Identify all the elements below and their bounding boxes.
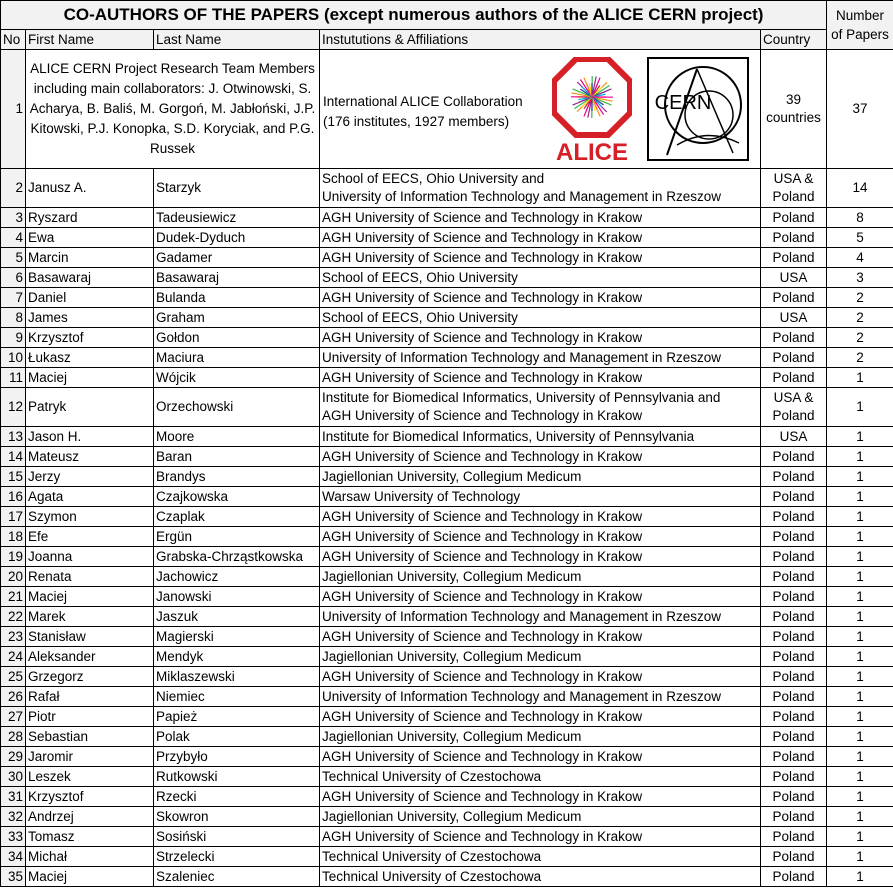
last-name: Czaplak bbox=[154, 507, 320, 527]
first-name: Maciej bbox=[26, 587, 154, 607]
country: Poland bbox=[761, 747, 827, 767]
last-name: Grabska-Chrząstkowska bbox=[154, 547, 320, 567]
country: Poland bbox=[761, 487, 827, 507]
first-name: Marek bbox=[26, 607, 154, 627]
table-row bbox=[1, 388, 893, 427]
table-row bbox=[1, 787, 893, 807]
last-name: Tadeusiewicz bbox=[154, 208, 320, 228]
table-row bbox=[1, 308, 893, 328]
first-name: Ewa bbox=[26, 228, 154, 248]
country bbox=[761, 388, 827, 427]
affiliation-line1: Institute for Biomedical Informatics, University of Pennsylvania and bbox=[322, 390, 721, 405]
country: Poland bbox=[761, 627, 827, 647]
last-name: Polak bbox=[154, 727, 320, 747]
row-number: 2 bbox=[1, 169, 26, 208]
first-name: Maciej bbox=[26, 368, 154, 388]
affiliation: AGH University of Science and Technology in Krakow bbox=[320, 527, 761, 547]
affiliation: University of Information Technology and Management in Rzeszow bbox=[320, 687, 761, 707]
last-name: Ergün bbox=[154, 527, 320, 547]
first-name: Leszek bbox=[26, 767, 154, 787]
country: Poland bbox=[761, 368, 827, 388]
last-name: Orzechowski bbox=[154, 388, 320, 427]
row-number: 21 bbox=[1, 587, 26, 607]
last-name: Papież bbox=[154, 707, 320, 727]
first-name: Agata bbox=[26, 487, 154, 507]
last-name: Skowron bbox=[154, 807, 320, 827]
last-name: Sosiński bbox=[154, 827, 320, 847]
title-row bbox=[1, 1, 893, 30]
table-title: CO-AUTHORS OF THE PAPERS (except numerous authors of the ALICE CERN project) bbox=[1, 1, 827, 30]
table-row bbox=[1, 807, 893, 827]
row-number: 29 bbox=[1, 747, 26, 767]
country: USA bbox=[761, 308, 827, 328]
row-number: 7 bbox=[1, 288, 26, 308]
table-row bbox=[1, 467, 893, 487]
papers-count: 1 bbox=[827, 567, 893, 587]
country-line1: USA & bbox=[773, 390, 814, 405]
table-row bbox=[1, 747, 893, 767]
country-line2: Poland bbox=[772, 408, 815, 423]
row-number: 23 bbox=[1, 627, 26, 647]
table-row bbox=[1, 707, 893, 727]
last-name: Bulanda bbox=[154, 288, 320, 308]
table-row bbox=[1, 667, 893, 687]
no-header: No bbox=[1, 30, 26, 50]
country: Poland bbox=[761, 288, 827, 308]
papers-count: 1 bbox=[827, 607, 893, 627]
cern-logo bbox=[647, 57, 749, 161]
country: Poland bbox=[761, 527, 827, 547]
row-number: 18 bbox=[1, 527, 26, 547]
affiliation bbox=[320, 388, 761, 427]
table-row bbox=[1, 847, 893, 867]
last-name: Jaszuk bbox=[154, 607, 320, 627]
affiliation-line1: School of EECS, Ohio University and bbox=[322, 171, 545, 186]
papers-count: 1 bbox=[827, 647, 893, 667]
country: Poland bbox=[761, 507, 827, 527]
row-number: 17 bbox=[1, 507, 26, 527]
table-row bbox=[1, 328, 893, 348]
last-name: Gołdon bbox=[154, 328, 320, 348]
affiliation: AGH University of Science and Technology in Krakow bbox=[320, 787, 761, 807]
affiliation: AGH University of Science and Technology in Krakow bbox=[320, 228, 761, 248]
papers-count: 1 bbox=[827, 807, 893, 827]
country: Poland bbox=[761, 667, 827, 687]
affiliation: AGH University of Science and Technology in Krakow bbox=[320, 248, 761, 268]
header-row bbox=[1, 30, 893, 50]
alice-team-members: ALICE CERN Project Research Team Members including main collaborators: J. Otwinowski, S. Acharya, B. Baliś, M. Gorgoń, M. Jabłoński, J.P. Kitowski, P.J. Konopka, S.D. Koryciak, and P.G. Russek bbox=[26, 50, 320, 169]
svg-text:ALICE: ALICE bbox=[556, 139, 628, 165]
row-number: 1 bbox=[1, 50, 26, 169]
country-line2: Poland bbox=[772, 189, 815, 204]
row-number: 25 bbox=[1, 667, 26, 687]
papers-count: 1 bbox=[827, 827, 893, 847]
svg-text:CERN: CERN bbox=[654, 92, 712, 114]
affiliation: AGH University of Science and Technology in Krakow bbox=[320, 447, 761, 467]
affiliation: University of Information Technology and Management in Rzeszow bbox=[320, 348, 761, 368]
row-number: 27 bbox=[1, 707, 26, 727]
country: Poland bbox=[761, 607, 827, 627]
affiliation-line2: University of Information Technology and Management in Rzeszow bbox=[322, 189, 721, 204]
table-row bbox=[1, 348, 893, 368]
country: Poland bbox=[761, 587, 827, 607]
affiliation: AGH University of Science and Technology in Krakow bbox=[320, 667, 761, 687]
first-name: Grzegorz bbox=[26, 667, 154, 687]
papers-count: 1 bbox=[827, 547, 893, 567]
alice-logo bbox=[552, 57, 632, 165]
affiliation: Jagiellonian University, Collegium Medicum bbox=[320, 727, 761, 747]
first-name: Piotr bbox=[26, 707, 154, 727]
row-number: 34 bbox=[1, 847, 26, 867]
row-number: 11 bbox=[1, 368, 26, 388]
country: Poland bbox=[761, 348, 827, 368]
affiliation: AGH University of Science and Technology in Krakow bbox=[320, 208, 761, 228]
country-line1: USA & bbox=[773, 171, 814, 186]
country: Poland bbox=[761, 707, 827, 727]
table-row bbox=[1, 547, 893, 567]
first-name: Basawaraj bbox=[26, 268, 154, 288]
alice-row bbox=[1, 50, 893, 169]
first-name: Janusz A. bbox=[26, 169, 154, 208]
affiliation: AGH University of Science and Technology in Krakow bbox=[320, 627, 761, 647]
row-number: 16 bbox=[1, 487, 26, 507]
first-name: Michał bbox=[26, 847, 154, 867]
affiliation: Warsaw University of Technology bbox=[320, 487, 761, 507]
affiliation-header: Instututions & Affiliations bbox=[320, 30, 761, 50]
last-name: Jachowicz bbox=[154, 567, 320, 587]
row-number: 30 bbox=[1, 767, 26, 787]
first-name: Jaromir bbox=[26, 747, 154, 767]
first-name: James bbox=[26, 308, 154, 328]
last-name: Basawaraj bbox=[154, 268, 320, 288]
papers-count: 1 bbox=[827, 527, 893, 547]
affiliation: AGH University of Science and Technology in Krakow bbox=[320, 547, 761, 567]
row-number: 24 bbox=[1, 647, 26, 667]
papers-count: 1 bbox=[827, 707, 893, 727]
country: Poland bbox=[761, 547, 827, 567]
table-row bbox=[1, 447, 893, 467]
row-number: 33 bbox=[1, 827, 26, 847]
first-name: Krzysztof bbox=[26, 787, 154, 807]
affiliation bbox=[320, 169, 761, 208]
country: Poland bbox=[761, 228, 827, 248]
affiliation: AGH University of Science and Technology in Krakow bbox=[320, 587, 761, 607]
table-row bbox=[1, 169, 893, 208]
table-row bbox=[1, 487, 893, 507]
affiliation: School of EECS, Ohio University bbox=[320, 308, 761, 328]
table-row bbox=[1, 427, 893, 447]
last-name: Rutkowski bbox=[154, 767, 320, 787]
last-name: Strzelecki bbox=[154, 847, 320, 867]
country: Poland bbox=[761, 807, 827, 827]
country: Poland bbox=[761, 647, 827, 667]
last-name: Magierski bbox=[154, 627, 320, 647]
papers-count: 1 bbox=[827, 368, 893, 388]
last-name: Gadamer bbox=[154, 248, 320, 268]
first-name: Jerzy bbox=[26, 467, 154, 487]
papers-count: 1 bbox=[827, 507, 893, 527]
last-name: Wójcik bbox=[154, 368, 320, 388]
first-name: Patryk bbox=[26, 388, 154, 427]
papers-count: 3 bbox=[827, 268, 893, 288]
papers-count: 5 bbox=[827, 228, 893, 248]
first-name: Szymon bbox=[26, 507, 154, 527]
papers-count: 14 bbox=[827, 169, 893, 208]
last-name: Starzyk bbox=[154, 169, 320, 208]
country: Poland bbox=[761, 787, 827, 807]
affiliation: Jagiellonian University, Collegium Medicum bbox=[320, 567, 761, 587]
first-name: Ryszard bbox=[26, 208, 154, 228]
affiliation: Technical University of Czestochowa bbox=[320, 867, 761, 887]
alice-affiliation-line2: (176 institutes, 1927 members) bbox=[323, 114, 510, 129]
row-number: 22 bbox=[1, 607, 26, 627]
country: Poland bbox=[761, 687, 827, 707]
first-name: Renata bbox=[26, 567, 154, 587]
country: Poland bbox=[761, 567, 827, 587]
row-number: 8 bbox=[1, 308, 26, 328]
last-name: Przybyło bbox=[154, 747, 320, 767]
papers-count: 1 bbox=[827, 447, 893, 467]
last-name: Baran bbox=[154, 447, 320, 467]
last-name-header: Last Name bbox=[154, 30, 320, 50]
last-name: Rzecki bbox=[154, 787, 320, 807]
last-name: Dudek-Dyduch bbox=[154, 228, 320, 248]
alice-affiliation-line1: International ALICE Collaboration bbox=[323, 94, 523, 109]
table-row bbox=[1, 527, 893, 547]
affiliation: AGH University of Science and Technology in Krakow bbox=[320, 707, 761, 727]
papers-count: 1 bbox=[827, 388, 893, 427]
row-number: 3 bbox=[1, 208, 26, 228]
table-row bbox=[1, 647, 893, 667]
country: Poland bbox=[761, 208, 827, 228]
row-number: 28 bbox=[1, 727, 26, 747]
country: USA bbox=[761, 427, 827, 447]
alice-affiliation-cell bbox=[320, 50, 761, 169]
last-name: Miklaszewski bbox=[154, 667, 320, 687]
first-name: Daniel bbox=[26, 288, 154, 308]
last-name: Moore bbox=[154, 427, 320, 447]
papers-count: 1 bbox=[827, 687, 893, 707]
affiliation: Jagiellonian University, Collegium Medicum bbox=[320, 467, 761, 487]
papers-count: 1 bbox=[827, 487, 893, 507]
row-number: 6 bbox=[1, 268, 26, 288]
affiliation: Jagiellonian University, Collegium Medicum bbox=[320, 807, 761, 827]
first-name: Krzysztof bbox=[26, 328, 154, 348]
affiliation: Technical University of Czestochowa bbox=[320, 767, 761, 787]
papers-count: 1 bbox=[827, 787, 893, 807]
affiliation: Technical University of Czestochowa bbox=[320, 847, 761, 867]
table-row bbox=[1, 208, 893, 228]
table-row bbox=[1, 288, 893, 308]
affiliation: University of Information Technology and Management in Rzeszow bbox=[320, 607, 761, 627]
affiliation: AGH University of Science and Technology in Krakow bbox=[320, 827, 761, 847]
country: Poland bbox=[761, 767, 827, 787]
table-row bbox=[1, 867, 893, 887]
papers-count: 1 bbox=[827, 627, 893, 647]
alice-country: 39 countries bbox=[761, 50, 827, 169]
first-name: Marcin bbox=[26, 248, 154, 268]
papers-count: 2 bbox=[827, 328, 893, 348]
row-number: 9 bbox=[1, 328, 26, 348]
table-row bbox=[1, 587, 893, 607]
country: Poland bbox=[761, 447, 827, 467]
country-header: Country bbox=[761, 30, 827, 50]
first-name: Jason H. bbox=[26, 427, 154, 447]
papers-count: 1 bbox=[827, 767, 893, 787]
table-row bbox=[1, 368, 893, 388]
country: USA bbox=[761, 268, 827, 288]
last-name: Czajkowska bbox=[154, 487, 320, 507]
affiliation: Institute for Biomedical Informatics, University of Pennsylvania bbox=[320, 427, 761, 447]
table-row bbox=[1, 687, 893, 707]
papers-count: 4 bbox=[827, 248, 893, 268]
affiliation: AGH University of Science and Technology in Krakow bbox=[320, 328, 761, 348]
papers-count: 2 bbox=[827, 348, 893, 368]
alice-papers: 37 bbox=[827, 50, 893, 169]
first-name-header: First Name bbox=[26, 30, 154, 50]
row-number: 20 bbox=[1, 567, 26, 587]
row-number: 35 bbox=[1, 867, 26, 887]
affiliation-line2: AGH University of Science and Technology in Krakow bbox=[322, 408, 643, 423]
row-number: 15 bbox=[1, 467, 26, 487]
papers-count: 1 bbox=[827, 847, 893, 867]
last-name: Niemiec bbox=[154, 687, 320, 707]
first-name: Andrzej bbox=[26, 807, 154, 827]
affiliation: AGH University of Science and Technology in Krakow bbox=[320, 747, 761, 767]
first-name: Tomasz bbox=[26, 827, 154, 847]
table-row bbox=[1, 507, 893, 527]
papers-count: 1 bbox=[827, 467, 893, 487]
last-name: Maciura bbox=[154, 348, 320, 368]
papers-count: 1 bbox=[827, 727, 893, 747]
row-number: 14 bbox=[1, 447, 26, 467]
first-name: Łukasz bbox=[26, 348, 154, 368]
alice-affiliation bbox=[323, 92, 553, 132]
first-name: Sebastian bbox=[26, 727, 154, 747]
table-row bbox=[1, 607, 893, 627]
papers-count: 8 bbox=[827, 208, 893, 228]
table-row bbox=[1, 827, 893, 847]
country: Poland bbox=[761, 467, 827, 487]
country: Poland bbox=[761, 847, 827, 867]
papers-count: 1 bbox=[827, 667, 893, 687]
affiliation: Jagiellonian University, Collegium Medicum bbox=[320, 647, 761, 667]
first-name: Aleksander bbox=[26, 647, 154, 667]
first-name: Mateusz bbox=[26, 447, 154, 467]
row-number: 19 bbox=[1, 547, 26, 567]
last-name: Janowski bbox=[154, 587, 320, 607]
affiliation: School of EECS, Ohio University bbox=[320, 268, 761, 288]
row-number: 31 bbox=[1, 787, 26, 807]
papers-count: 1 bbox=[827, 427, 893, 447]
table-row bbox=[1, 228, 893, 248]
row-number: 13 bbox=[1, 427, 26, 447]
last-name: Brandys bbox=[154, 467, 320, 487]
first-name: Maciej bbox=[26, 867, 154, 887]
affiliation: AGH University of Science and Technology in Krakow bbox=[320, 288, 761, 308]
country: Poland bbox=[761, 727, 827, 747]
papers-count: 1 bbox=[827, 747, 893, 767]
row-number: 4 bbox=[1, 228, 26, 248]
last-name: Graham bbox=[154, 308, 320, 328]
first-name: Efe bbox=[26, 527, 154, 547]
last-name: Mendyk bbox=[154, 647, 320, 667]
table-row bbox=[1, 627, 893, 647]
number-of-papers-header: Number of Papers bbox=[827, 1, 893, 50]
last-name: Szaleniec bbox=[154, 867, 320, 887]
country bbox=[761, 169, 827, 208]
papers-count: 2 bbox=[827, 288, 893, 308]
table-row bbox=[1, 248, 893, 268]
table-row bbox=[1, 268, 893, 288]
affiliation: AGH University of Science and Technology in Krakow bbox=[320, 507, 761, 527]
table-row bbox=[1, 567, 893, 587]
row-number: 26 bbox=[1, 687, 26, 707]
country: Poland bbox=[761, 867, 827, 887]
row-number: 12 bbox=[1, 388, 26, 427]
affiliation: AGH University of Science and Technology in Krakow bbox=[320, 368, 761, 388]
row-number: 5 bbox=[1, 248, 26, 268]
first-name: Rafał bbox=[26, 687, 154, 707]
country: Poland bbox=[761, 248, 827, 268]
papers-count: 1 bbox=[827, 587, 893, 607]
first-name: Stanisław bbox=[26, 627, 154, 647]
papers-count: 1 bbox=[827, 867, 893, 887]
country: Poland bbox=[761, 328, 827, 348]
papers-count: 2 bbox=[827, 308, 893, 328]
table-row bbox=[1, 767, 893, 787]
first-name: Joanna bbox=[26, 547, 154, 567]
country: Poland bbox=[761, 827, 827, 847]
table-row bbox=[1, 727, 893, 747]
row-number: 32 bbox=[1, 807, 26, 827]
row-number: 10 bbox=[1, 348, 26, 368]
